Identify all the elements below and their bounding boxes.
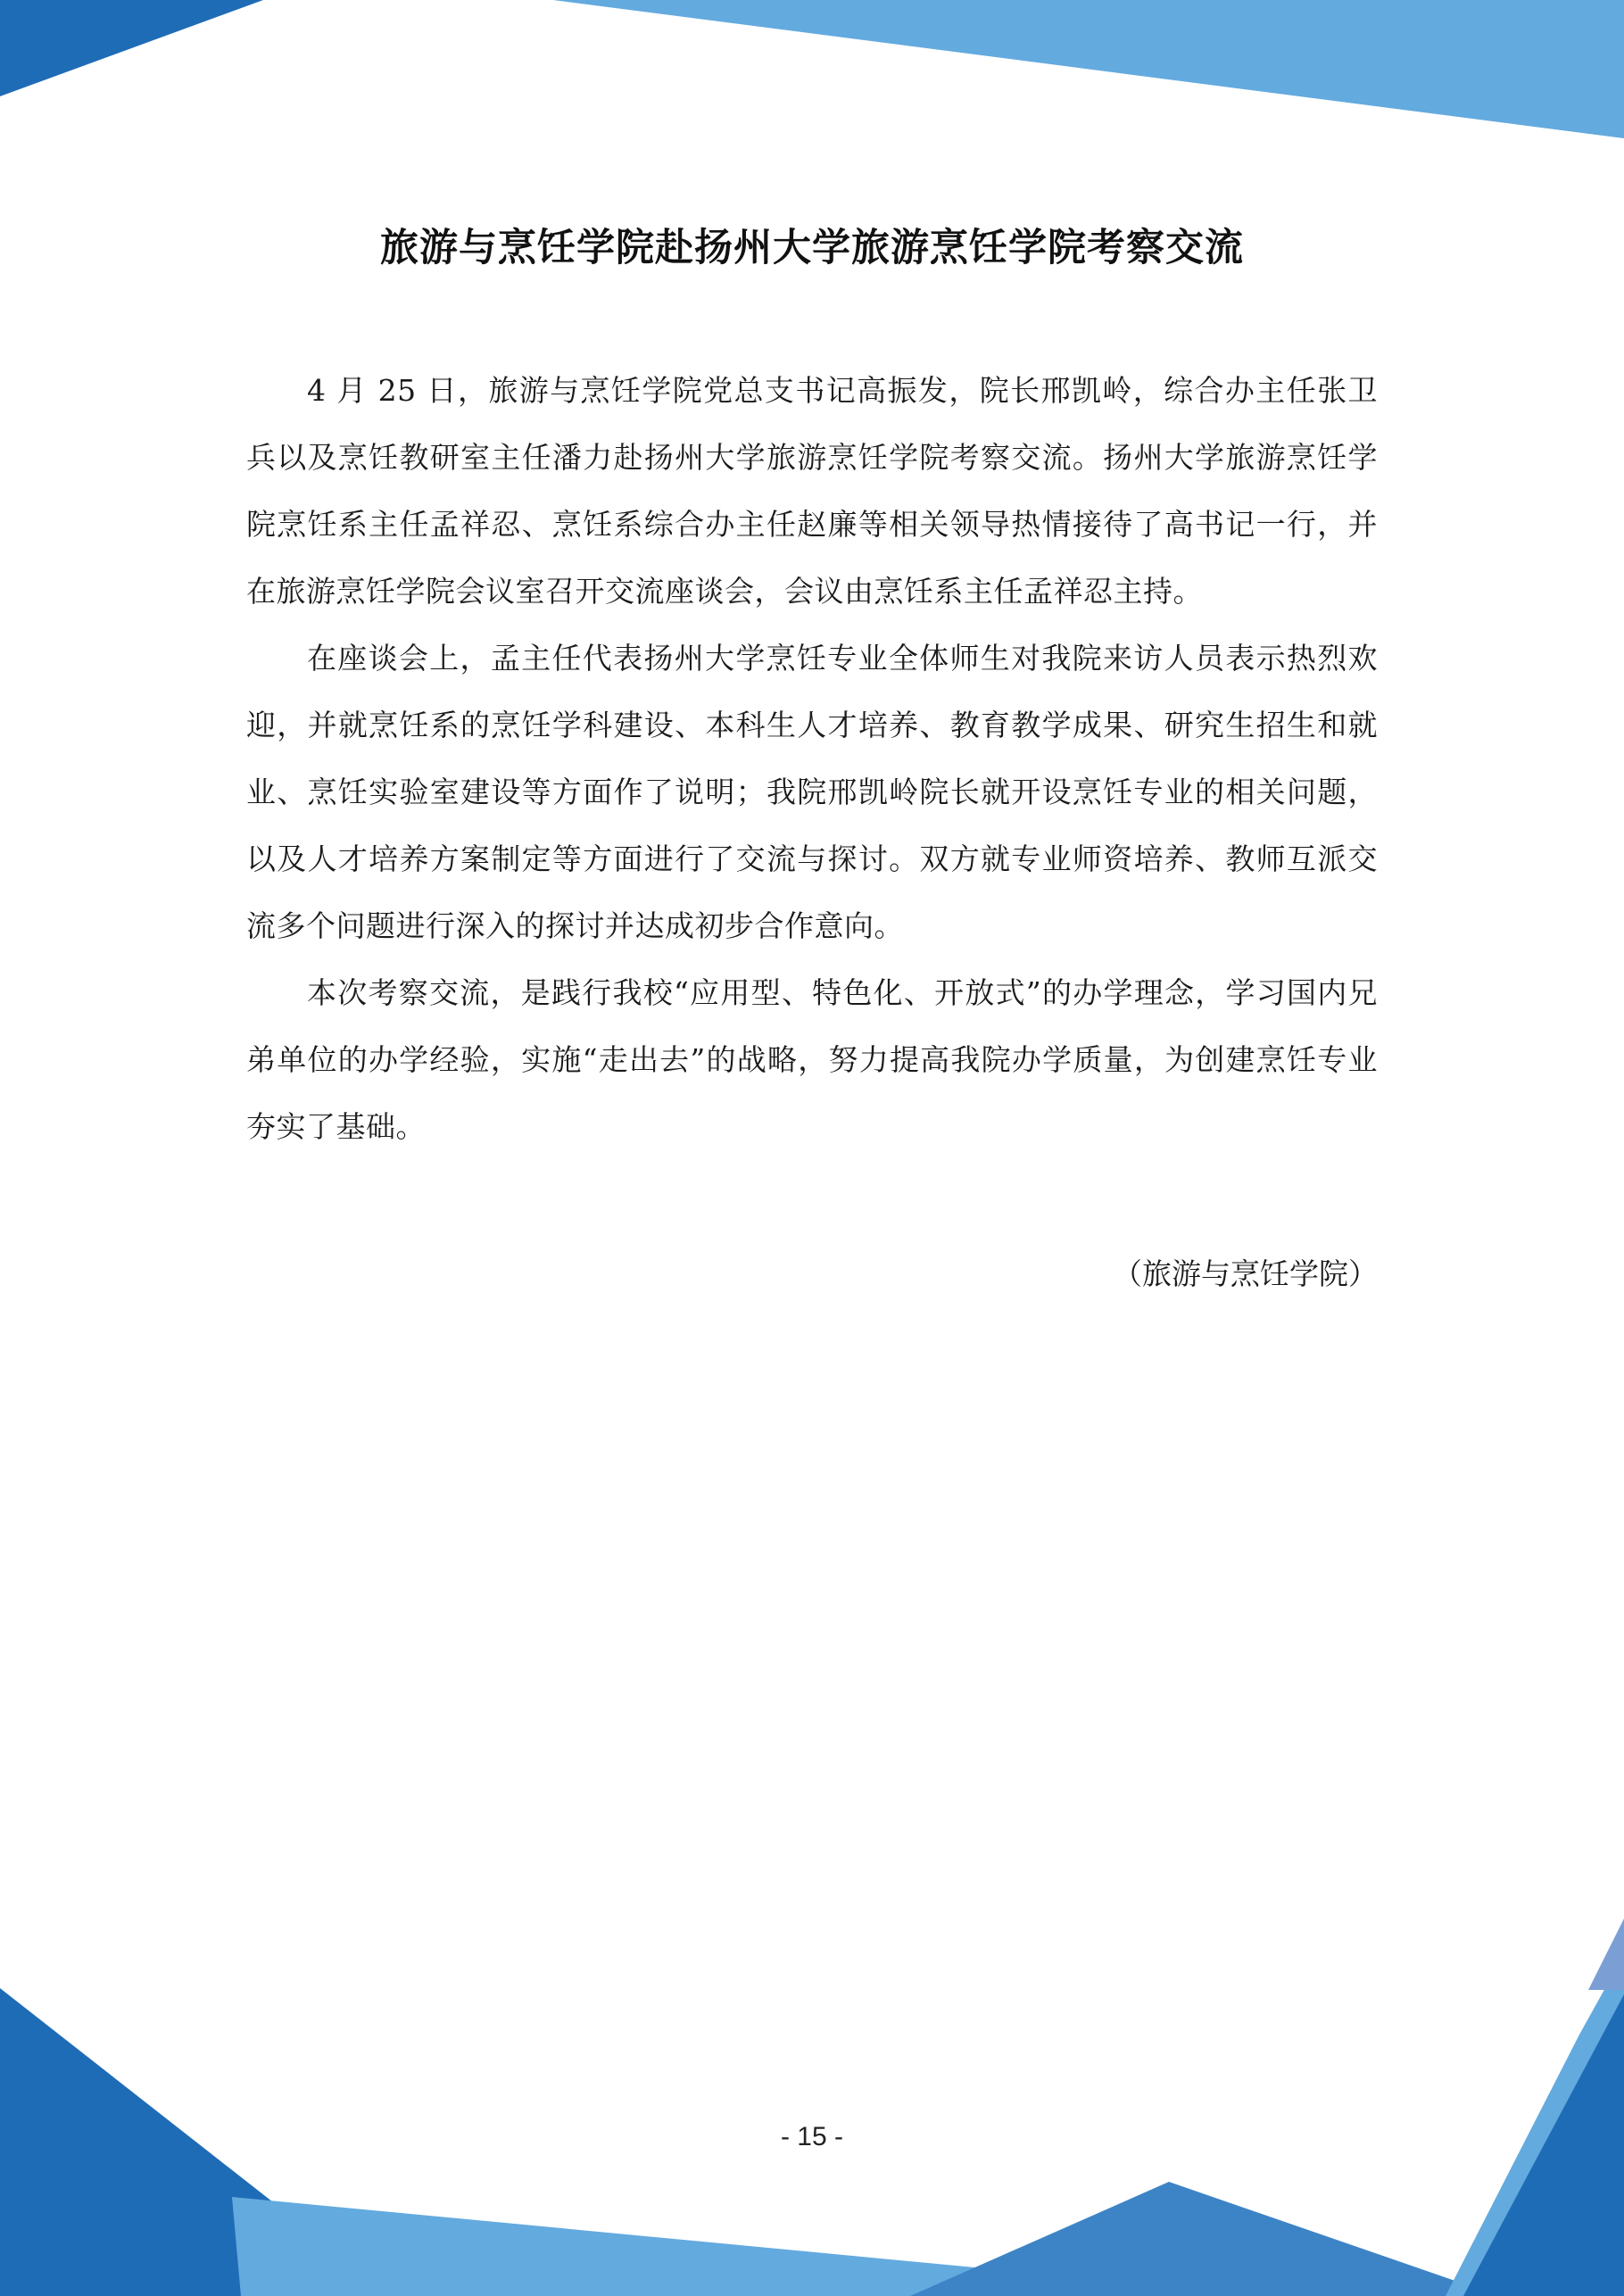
bottom-right-pale-blue-sliver (1588, 1919, 1624, 1990)
bottom-mid-blue-peak (910, 2182, 1499, 2296)
top-light-blue-band (553, 0, 1624, 138)
bottom-light-blue-band (232, 2197, 1276, 2296)
paragraph-1: 4 月 25 日，旅游与烹饪学院党总支书记高振发，院长邢凯岭，综合办主任张卫兵以及烹饪教研室主任潘力赴扬州大学旅游烹饪学院考察交流。扬州大学旅游烹饪学院烹饪系主任孟祥忍、烹饪系综合办主任赵廉等相关领导热情接待了高书记一行，并在旅游烹饪学院会议室召开交流座谈会，会议由烹饪系主任孟祥忍主持。 (246, 373, 1378, 609)
paragraph-3: 本次考察交流，是践行我校“应用型、特色化、开放式”的办学理念，学习国内兄弟单位的办学经验，实施“走出去”的战略，努力提高我院办学质量，为创建烹饪专业夯实了基础。 (246, 975, 1378, 1144)
top-left-dark-blue-corner (0, 0, 263, 96)
article-title: 旅游与烹饪学院赴扬州大学旅游烹饪学院考察交流 (380, 226, 1244, 270)
paragraph-2: 在座谈会上，孟主任代表扬州大学烹饪专业全体师生对我院来访人员表示热烈欢迎，并就烹饪系的烹饪学科建设、本科生人才培养、教育教学成果、研究生招生和就业、烹饪实验室建设等方面作了说明；我院邢凯岭院长就开设烹饪专业的相关问题，以及人才培养方案制定等方面进行了交流与探讨。双方就专业师资培养、教师互派交流多个问题进行深入的探讨并达成初步合作意向。 (246, 641, 1378, 943)
article-signature: （旅游与烹饪学院） (1113, 1256, 1378, 1291)
article-body (246, 357, 1378, 1160)
page-number: - 15 - (780, 2122, 844, 2151)
